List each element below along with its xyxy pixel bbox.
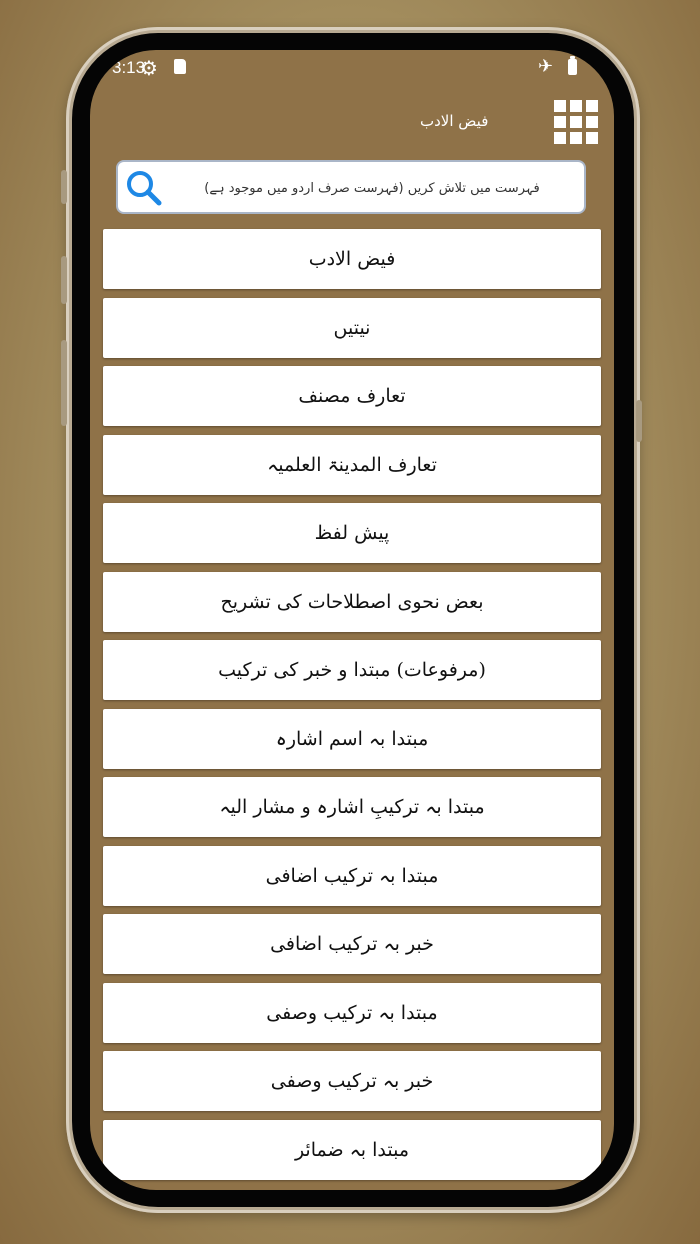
list-item[interactable] [103,572,601,632]
list-item-label: مبتدا بہ ترکیب وصفی [266,1001,438,1024]
list-item-label: بعض نحوی اصطلاحات کی تشریح [220,590,484,613]
gear-icon: ⚙ [140,56,158,80]
list-item-label: مبتدا بہ ضمائر [294,1138,410,1161]
list-item[interactable] [103,846,601,906]
phone-volume-down-button [61,340,67,426]
list-item-label: مبتدا بہ اسم اشارہ [275,727,429,750]
status-bar [90,50,614,86]
list-item[interactable] [103,983,601,1043]
list-item[interactable] [103,914,601,974]
list-item-label: خبر بہ ترکیب اضافی [270,933,434,955]
list-item[interactable] [103,229,601,289]
list-item[interactable] [103,435,601,495]
list-item[interactable] [103,503,601,563]
list-item-label: مبتدا بہ ترکیب اضافی [265,864,439,887]
list-item[interactable] [103,640,601,700]
grid-menu-icon[interactable] [554,100,598,144]
battery-icon [568,59,577,75]
list-item[interactable] [103,709,601,769]
phone-volume-up-button [61,256,67,304]
list-item-label: تعارف المدینۃ العلمیہ [267,453,437,476]
phone-side-button [61,170,67,204]
list-item[interactable] [103,777,601,837]
list-item[interactable] [103,1051,601,1111]
app-title: فیض الادب [420,112,489,130]
list-item[interactable] [103,366,601,426]
app-screen [90,50,614,1190]
home-indicator[interactable] [284,1167,420,1173]
search-bar [116,160,586,214]
list-item-label: فیض الادب [308,248,396,270]
phone-power-button [636,400,642,442]
list-item-label: پیش لفظ [314,522,390,544]
list-item-label: مبتدا بہ ترکیبِ اشارہ و مشار الیہ [219,796,485,818]
list-item[interactable] [103,298,601,358]
list-item-label: خبر بہ ترکیب وصفی [270,1070,434,1092]
list-item-label: (مرفوعات) مبتدا و خبر کی ترکیب [218,659,486,681]
list-item-label: تعارف مصنف [298,385,406,407]
search-icon[interactable] [124,168,164,208]
status-time: 3:13 [112,58,146,77]
airplane-icon: ✈ [538,56,554,77]
sd-card-icon [174,59,186,74]
search-input[interactable] [170,170,574,206]
list-item-label: نیتیں [333,316,371,339]
